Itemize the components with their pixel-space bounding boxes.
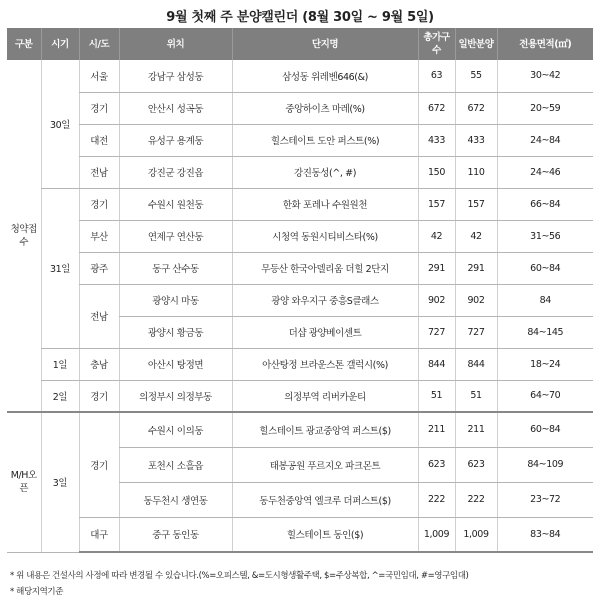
complex-cell: 광양 와우지구 중흥S클래스 <box>232 284 418 316</box>
region-cell: 전남 <box>79 284 119 348</box>
period-cell: 3일 <box>41 412 79 552</box>
complex-cell: 힐스테이트 도안 퍼스트(%) <box>232 124 418 156</box>
general-sale-cell: 727 <box>455 316 497 348</box>
header-total-units: 총가구수 <box>418 28 455 60</box>
region-cell: 충남 <box>79 348 119 380</box>
complex-cell: 의정부역 리버카운티 <box>232 380 418 412</box>
complex-cell: 강진동성(^, #) <box>232 156 418 188</box>
general-sale-cell: 844 <box>455 348 497 380</box>
region-cell: 경기 <box>79 380 119 412</box>
region-cell: 광주 <box>79 252 119 284</box>
location-cell: 유성구 용계동 <box>119 124 232 156</box>
area-cell: 23~72 <box>497 482 593 517</box>
page-title: 9월 첫째 주 분양캘린더 (8월 30일 ~ 9월 5일) <box>166 10 434 25</box>
sale-calendar-table <box>7 28 593 553</box>
location-cell: 동구 산수동 <box>119 252 232 284</box>
area-cell: 83~84 <box>497 517 593 552</box>
table-row <box>7 412 593 447</box>
header-region: 시/도 <box>79 28 119 60</box>
location-cell: 아산시 탕정면 <box>119 348 232 380</box>
complex-cell: 아산탕정 브라운스톤 갤럭시(%) <box>232 348 418 380</box>
period-cell: 30일 <box>41 60 79 188</box>
general-sale-cell: 157 <box>455 188 497 220</box>
total-units-cell: 63 <box>418 60 455 92</box>
total-units-cell: 623 <box>418 447 455 482</box>
section-label-mh-open: M/H오픈 <box>7 412 41 552</box>
complex-cell: 힐스테이트 광교중앙역 퍼스트($) <box>232 412 418 447</box>
general-sale-cell: 672 <box>455 92 497 124</box>
region-cell: 대구 <box>79 517 119 552</box>
area-cell: 24~84 <box>497 124 593 156</box>
area-cell: 84 <box>497 284 593 316</box>
general-sale-cell: 222 <box>455 482 497 517</box>
location-cell: 수원시 원천동 <box>119 188 232 220</box>
table-row <box>7 380 593 412</box>
location-cell: 광양시 황금동 <box>119 316 232 348</box>
region-cell: 경기 <box>79 412 119 517</box>
period-cell: 31일 <box>41 188 79 348</box>
general-sale-cell: 51 <box>455 380 497 412</box>
general-sale-cell: 433 <box>455 124 497 156</box>
general-sale-cell: 55 <box>455 60 497 92</box>
table-row <box>7 156 593 188</box>
area-cell: 20~59 <box>497 92 593 124</box>
table-row <box>7 188 593 220</box>
region-cell: 대전 <box>79 124 119 156</box>
total-units-cell: 844 <box>418 348 455 380</box>
total-units-cell: 291 <box>418 252 455 284</box>
complex-cell: 동두천중앙역 엘크루 더퍼스트($) <box>232 482 418 517</box>
table-row <box>7 92 593 124</box>
table-row <box>7 220 593 252</box>
area-cell: 30~42 <box>497 60 593 92</box>
location-cell: 안산시 성곡동 <box>119 92 232 124</box>
period-cell: 2일 <box>41 380 79 412</box>
region-cell: 부산 <box>79 220 119 252</box>
total-units-cell: 211 <box>418 412 455 447</box>
footer-note-region: * 해당지역기준 <box>10 587 64 597</box>
complex-cell: 태봉공원 푸르지오 파크몬트 <box>232 447 418 482</box>
total-units-cell: 672 <box>418 92 455 124</box>
area-cell: 24~46 <box>497 156 593 188</box>
total-units-cell: 433 <box>418 124 455 156</box>
total-units-cell: 42 <box>418 220 455 252</box>
table-row <box>7 348 593 380</box>
complex-cell: 더샵 광양베이센트 <box>232 316 418 348</box>
general-sale-cell: 623 <box>455 447 497 482</box>
section-label-subscription: 청약접수 <box>7 60 41 412</box>
area-cell: 31~56 <box>497 220 593 252</box>
location-cell: 중구 동인동 <box>119 517 232 552</box>
region-cell: 경기 <box>79 92 119 124</box>
complex-cell: 힐스테이트 동인($) <box>232 517 418 552</box>
total-units-cell: 222 <box>418 482 455 517</box>
table-row <box>7 60 593 92</box>
location-cell: 연제구 연산동 <box>119 220 232 252</box>
general-sale-cell: 1,009 <box>455 517 497 552</box>
header-complex: 단지명 <box>232 28 418 60</box>
table-row <box>7 252 593 284</box>
complex-cell: 시청역 동원시티비스타(%) <box>232 220 418 252</box>
general-sale-cell: 211 <box>455 412 497 447</box>
complex-cell: 무등산 한국아델리움 더힐 2단지 <box>232 252 418 284</box>
area-cell: 60~84 <box>497 412 593 447</box>
footer-note-legend: * 위 내용은 건설사의 사정에 따라 변경될 수 있습니다.(%=오피스텔, &=도시형생활주택, $=주상복합, ^=국민임대, #=영구임대) <box>10 571 469 581</box>
table-row <box>7 517 593 552</box>
area-cell: 84~109 <box>497 447 593 482</box>
header-category: 구분 <box>7 28 41 60</box>
total-units-cell: 150 <box>418 156 455 188</box>
location-cell: 의정부시 의정부동 <box>119 380 232 412</box>
complex-cell: 한화 포레나 수원원천 <box>232 188 418 220</box>
table-row <box>7 124 593 156</box>
area-cell: 66~84 <box>497 188 593 220</box>
header-location: 위치 <box>119 28 232 60</box>
location-cell: 수원시 이의동 <box>119 412 232 447</box>
location-cell: 광양시 마동 <box>119 284 232 316</box>
location-cell: 포천시 소흘읍 <box>119 447 232 482</box>
header-area: 전용면적(㎡) <box>497 28 593 60</box>
location-cell: 강남구 삼성동 <box>119 60 232 92</box>
total-units-cell: 51 <box>418 380 455 412</box>
general-sale-cell: 291 <box>455 252 497 284</box>
area-cell: 60~84 <box>497 252 593 284</box>
general-sale-cell: 42 <box>455 220 497 252</box>
area-cell: 84~145 <box>497 316 593 348</box>
table-row <box>7 284 593 316</box>
period-cell: 1일 <box>41 348 79 380</box>
total-units-cell: 1,009 <box>418 517 455 552</box>
area-cell: 64~70 <box>497 380 593 412</box>
area-cell: 18~24 <box>497 348 593 380</box>
header-general-sale: 일반분양 <box>455 28 497 60</box>
region-cell: 전남 <box>79 156 119 188</box>
complex-cell: 중앙하이츠 마레(%) <box>232 92 418 124</box>
total-units-cell: 157 <box>418 188 455 220</box>
general-sale-cell: 902 <box>455 284 497 316</box>
location-cell: 강진군 강진읍 <box>119 156 232 188</box>
general-sale-cell: 110 <box>455 156 497 188</box>
location-cell: 동두천시 생연동 <box>119 482 232 517</box>
header-period: 시기 <box>41 28 79 60</box>
complex-cell: 삼성동 위레벤646(&) <box>232 60 418 92</box>
region-cell: 경기 <box>79 188 119 220</box>
region-cell: 서울 <box>79 60 119 92</box>
total-units-cell: 902 <box>418 284 455 316</box>
total-units-cell: 727 <box>418 316 455 348</box>
